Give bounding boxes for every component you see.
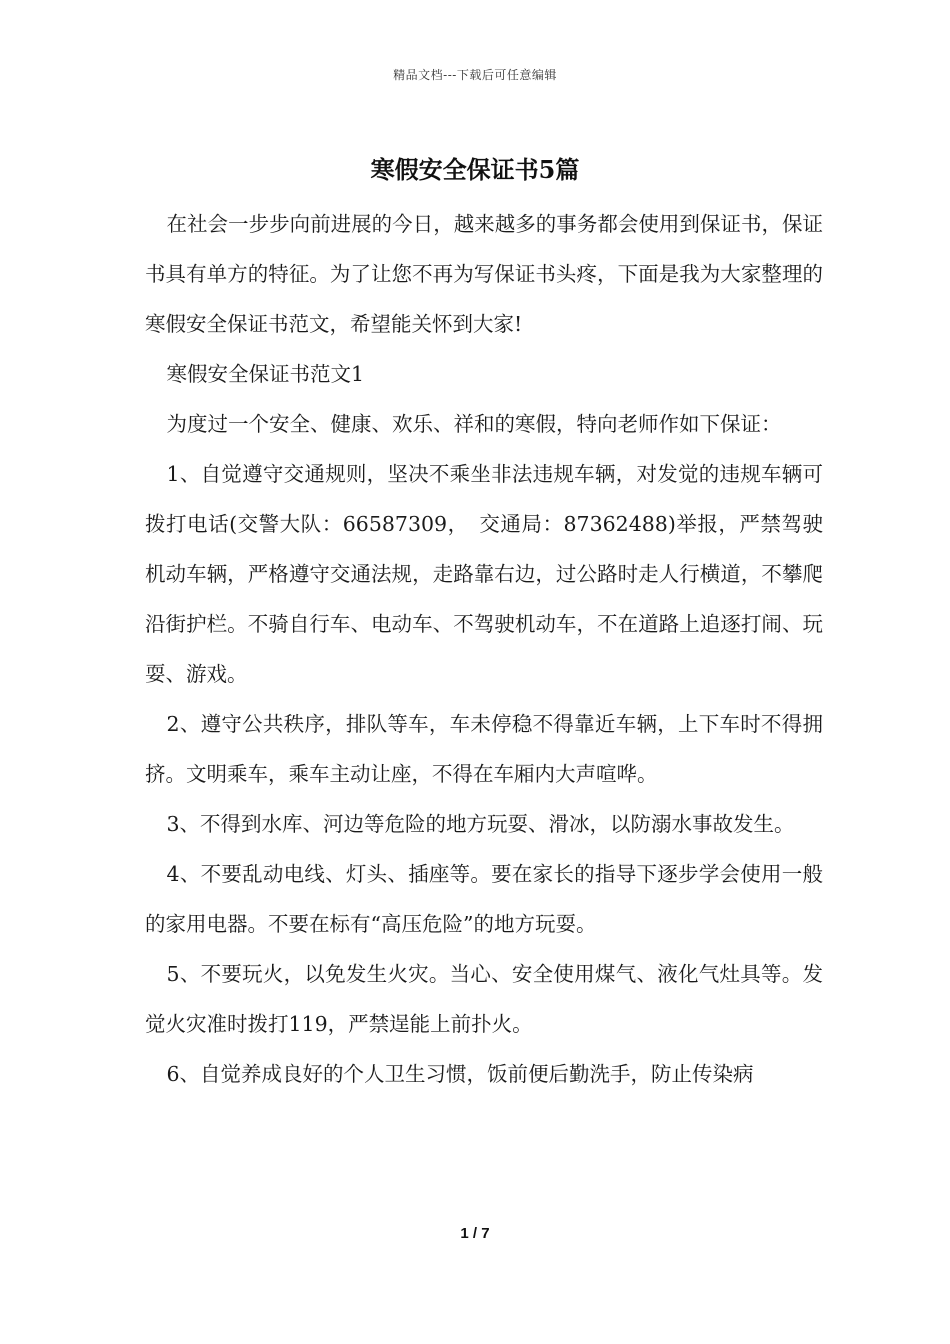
item-paragraph-1: 1、自觉遵守交通规则，坚决不乘坐非法违规车辆，对发觉的违规车辆可拨打电话(交警大队：66587309， 交通局：87362488)举报，严禁驾驶机动车辆，严格遵守交通法规，走路靠右边，过公路时走人行横道，不攀爬沿街护栏。不骑自行车、电动车、不驾驶机动车，不在道路上追逐打闹、玩耍、游戏。 — [145, 462, 823, 686]
item-paragraph-5: 5、不要玩火，以免发生火灾。当心、安全使用煤气、液化气灶具等。发觉火灾准时拨打119，严禁逞能上前扑火。 — [145, 962, 823, 1036]
document-title: 寒假安全保证书5篇 — [370, 155, 580, 184]
section-heading: 寒假安全保证书范文1 — [166, 362, 365, 386]
item-paragraph-6: 6、自觉养成良好的个人卫生习惯，饭前便后勤洗手，防止传染病 — [166, 1062, 754, 1086]
item-paragraph-4: 4、不要乱动电线、灯头、插座等。要在家长的指导下逐步学会使用一般的家用电器。不要在标有“高压危险”的地方玩耍。 — [145, 862, 823, 936]
intro-paragraph: 在社会一步步向前进展的今日，越来越多的事务都会使用到保证书，保证书具有单方的特征。为了让您不再为写保证书头疼，下面是我为大家整理的寒假安全保证书范文，希望能关怀到大家! — [145, 212, 823, 336]
page-number: 1 / 7 — [460, 1225, 490, 1242]
document-body — [145, 199, 823, 1099]
preface-paragraph: 为度过一个安全、健康、欢乐、祥和的寒假，特向老师作如下保证： — [166, 412, 782, 436]
item-paragraph-3: 3、不得到水库、河边等危险的地方玩耍、滑冰，以防溺水事故发生。 — [166, 812, 795, 836]
page-header: 精品文档---下载后可任意编辑 — [393, 68, 557, 82]
item-paragraph-2: 2、遵守公共秩序，排队等车，车未停稳不得靠近车辆，上下车时不得拥挤。文明乘车，乘车主动让座，不得在车厢内大声喧哗。 — [145, 712, 823, 786]
